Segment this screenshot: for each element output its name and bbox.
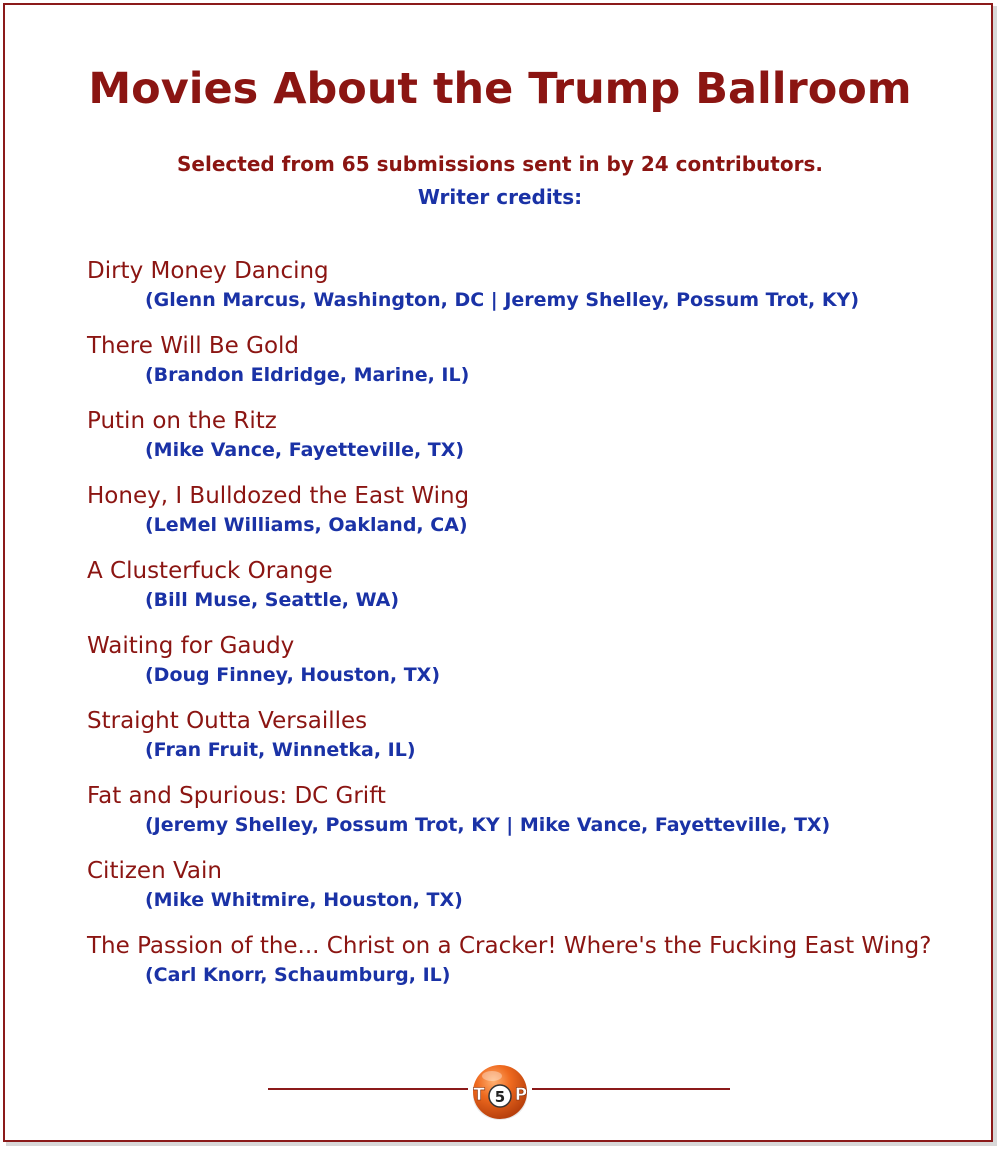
writer-credit: (LeMel Williams, Oakland, CA) — [145, 514, 468, 536]
movie-title: Fat and Spurious: DC Grift — [87, 783, 386, 809]
writer-credit: (Carl Knorr, Schaumburg, IL) — [145, 964, 451, 986]
writer-credit: (Bill Muse, Seattle, WA) — [145, 589, 400, 611]
writer-credit: (Doug Finney, Houston, TX) — [145, 664, 441, 686]
movie-title: Dirty Money Dancing — [87, 258, 329, 284]
list-item — [87, 405, 967, 480]
list-item — [87, 855, 967, 930]
list-item — [87, 705, 967, 780]
svg-text:P: P — [514, 1085, 528, 1105]
movie-title: Honey, I Bulldozed the East Wing — [87, 483, 470, 509]
list-item — [87, 255, 967, 330]
frame-shadow-bottom — [6, 1142, 997, 1146]
svg-text:T: T — [473, 1085, 485, 1105]
top5-ball-logo-icon — [468, 1062, 532, 1122]
footer-divider-left — [268, 1088, 468, 1090]
movie-title: Putin on the Ritz — [87, 408, 277, 434]
movie-title: Straight Outta Versailles — [87, 708, 368, 734]
frame-shadow-right — [993, 6, 997, 1145]
writer-credit: (Fran Fruit, Winnetka, IL) — [145, 739, 416, 761]
writer-credit: (Mike Whitmire, Houston, TX) — [145, 889, 463, 911]
movie-title: The Passion of the... Christ on a Cracker! Where's the Fucking East Wing? — [87, 933, 932, 959]
list-item — [87, 555, 967, 630]
page-title: Movies About the Trump Ballroom — [88, 64, 912, 114]
movie-title: Citizen Vain — [87, 858, 222, 884]
movie-title: There Will Be Gold — [87, 333, 300, 359]
svg-text:5: 5 — [494, 1088, 506, 1106]
writer-credits-heading: Writer credits: — [417, 185, 583, 209]
writer-credit: (Glenn Marcus, Washington, DC | Jeremy Shelley, Possum Trot, KY) — [145, 289, 860, 311]
list-item — [87, 780, 967, 855]
movie-title: A Clusterfuck Orange — [87, 558, 333, 584]
list-item — [87, 480, 967, 555]
movie-title: Waiting for Gaudy — [87, 633, 295, 659]
list-item — [87, 330, 967, 405]
page-subtitle: Selected from 65 submissions sent in by 24 contributors. — [177, 152, 823, 176]
entry-list — [87, 255, 967, 1005]
writer-credit: (Mike Vance, Fayetteville, TX) — [145, 439, 465, 461]
list-item — [87, 630, 967, 705]
writer-credit: (Brandon Eldridge, Marine, IL) — [145, 364, 470, 386]
writer-credit: (Jeremy Shelley, Possum Trot, KY | Mike Vance, Fayetteville, TX) — [145, 814, 831, 836]
footer-divider-right — [532, 1088, 730, 1090]
list-item — [87, 930, 967, 1005]
